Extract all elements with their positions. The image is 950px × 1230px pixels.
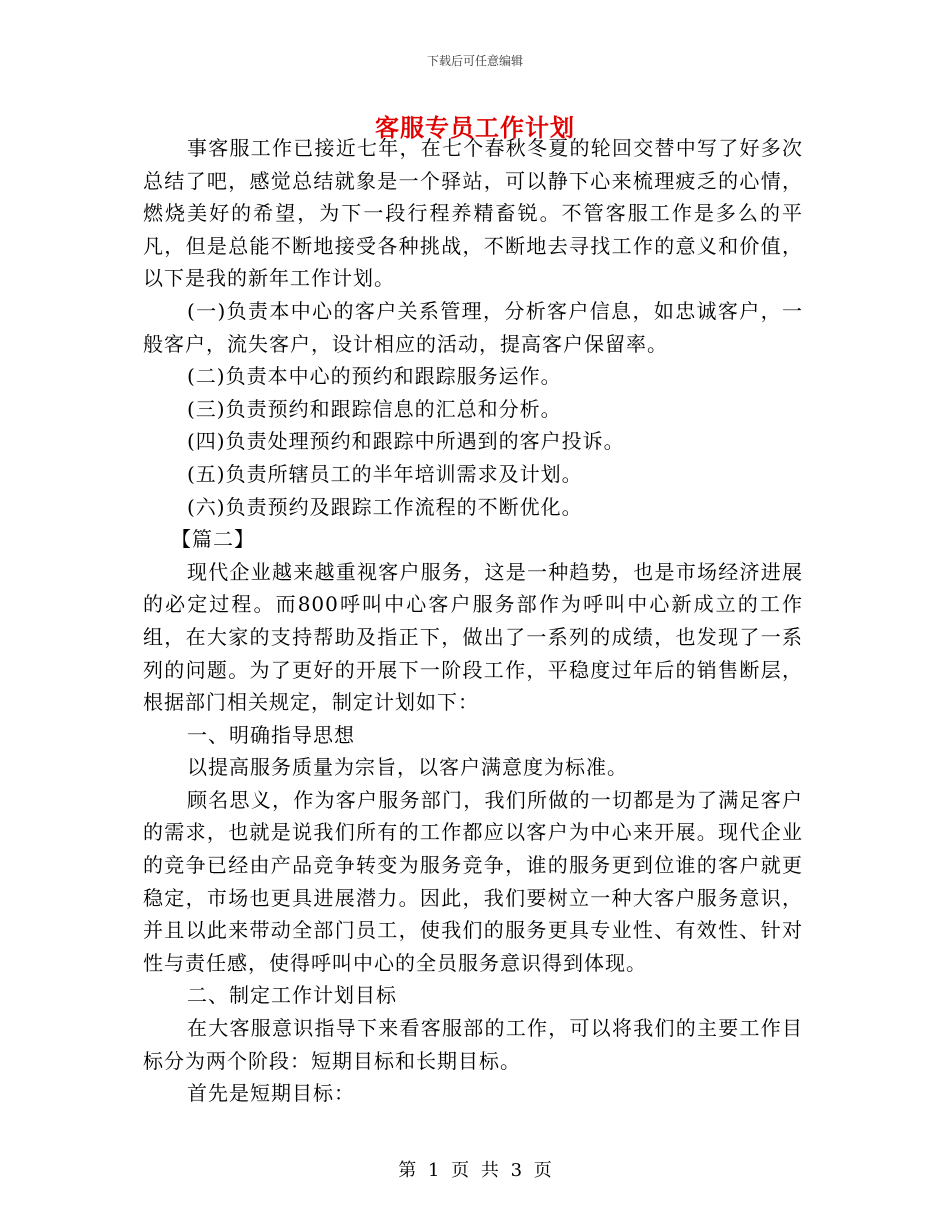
paragraph-item-1: (一)负责本中心的客户关系管理，分析客户信息，如忠诚客户，一般客户，流失客户，设计相应的活动，提高客户保留率。: [143, 298, 803, 356]
section-heading-1: 一、明确指导思想: [187, 722, 355, 747]
section-heading-part-two: 【篇二】: [171, 527, 255, 552]
paragraph-short-term: 首先是短期目标：: [187, 1081, 355, 1106]
paragraph-goals: 在大客服意识指导下来看客服部的工作，可以将我们的主要工作目标分为两个阶段：短期目标和长期目标。: [143, 1016, 803, 1073]
paragraph-item-3: (三)负责预约和跟踪信息的汇总和分析。: [187, 396, 562, 421]
section-heading-2: 二、制定工作计划目标: [187, 983, 397, 1008]
page-header: 下载后可任意编辑: [426, 54, 523, 68]
paragraph-principle: 以提高服务质量为宗旨，以客户满意度为标准。: [187, 755, 628, 780]
paragraph-item-2: (二)负责本中心的预约和跟踪服务运作。: [187, 364, 562, 389]
paragraph-item-5: (五)负责所辖员工的半年培训需求及计划。: [187, 461, 583, 486]
paragraph-item-4: (四)负责处理预约和跟踪中所遇到的客户投诉。: [187, 429, 625, 454]
paragraph-part-two-intro: 现代企业越来越重视客户服务，这是一种趋势，也是市场经济进展的必定过程。而800呼叫中心客户服务部作为呼叫中心新成立的工作组，在大家的支持帮助及指正下，做出了一系列的成绩，也发现了一系列的问题。为了更好的开展下一阶段工作，平稳度过年后的销售断层，根据部门相关规定，制定计划如下：: [143, 559, 803, 715]
document-body: [143, 132, 803, 1110]
document-title: 客服专员工作计划: [375, 113, 575, 142]
paragraph-item-6: (六)负责预约及跟踪工作流程的不断优化。: [187, 494, 583, 519]
page-footer: 第 1 页 共 3 页: [398, 1160, 552, 1181]
paragraph-explanation: 顾名思义，作为客户服务部门，我们所做的一切都是为了满足客户的需求，也就是说我们所有的工作都应以客户为中心来开展。现代企业的竞争已经由产品竞争转变为服务竞争，谁的服务更到位谁的客户就更稳定，市场也更具进展潜力。因此，我们要树立一种大客户服务意识，并且以此来带动全部门员工，使我们的服务更具专业性、有效性、针对性与责任感，使得呼叫中心的全员服务意识得到体现。: [143, 787, 803, 975]
paragraph-intro: 事客服工作已接近七年，在七个春秋冬夏的轮回交替中写了好多次总结了吧，感觉总结就象是一个驿站，可以静下心来梳理疲乏的心情，燃烧美好的希望，为下一段行程养精畜锐。不管客服工作是多么的平凡，但是总能不断地接受各种挑战，不断地去寻找工作的意义和价值，以下是我的新年工作计划。: [143, 136, 803, 291]
